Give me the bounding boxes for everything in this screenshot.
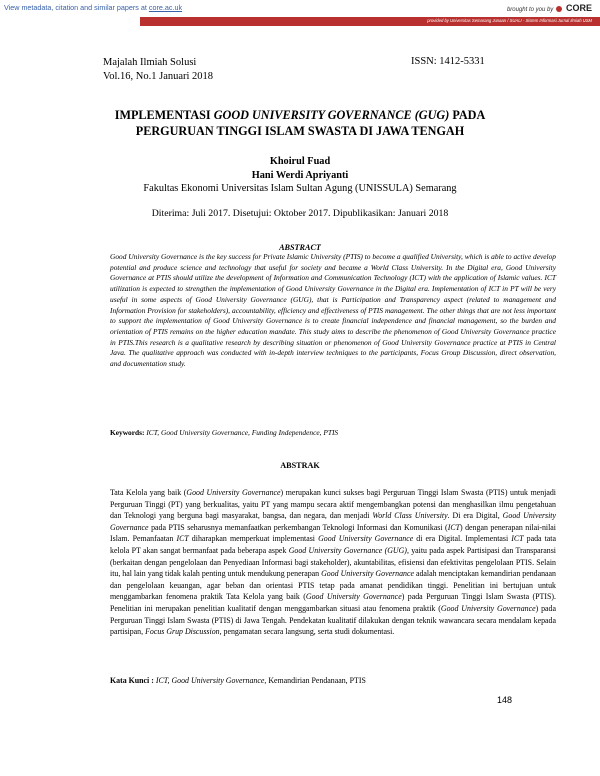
core-banner xyxy=(0,0,600,26)
core-provider-bar xyxy=(140,17,600,26)
core-brought-by[interactable] xyxy=(507,3,592,13)
paper-title xyxy=(70,108,530,139)
affiliation: Fakultas Ekonomi Universitas Islam Sultan Agung (UNISSULA) Semarang xyxy=(143,183,457,194)
title-part-1: IMPLEMENTASI xyxy=(114,108,214,122)
keywords-en-label: Keywords: xyxy=(110,428,145,437)
author-block xyxy=(80,155,520,196)
keywords-en xyxy=(110,428,556,437)
core-provider-text[interactable]: provided by Universitas Semarang Junaan / SUALI - Sistem Informasi Jurnal Ilmiah USM xyxy=(427,18,592,23)
title-line-2: PERGURUAN TINGGI ISLAM SWASTA DI JAWA TENGAH xyxy=(135,123,465,138)
author-2: Hani Werdi Apriyanti xyxy=(251,169,349,181)
keywords-id-rest: , Kemandirian Pendanaan, PTIS xyxy=(264,676,366,685)
journal-name: Majalah Ilmiah Solusi xyxy=(103,57,197,68)
keywords-id xyxy=(110,676,556,685)
title-part-2: PADA xyxy=(449,108,486,122)
abstrak-heading: ABSTRAK xyxy=(280,461,320,470)
keywords-id-italic: ICT, Good University Governance xyxy=(153,676,265,685)
core-link-prefix: View metadata, citation and similar papers at xyxy=(4,3,149,12)
author-1: Khoirul Fuad xyxy=(269,156,331,167)
publication-dates: Diterima: Juli 2017. Disetujui: Oktober 2017. Dipublikasikan: Januari 2018 xyxy=(151,208,449,219)
abstract-text: Good University Governance is the key success for Private Islamic University (PTIS) to become a qualified University, which is able to active develop potential and produce science and technology that useful for society and became a World Class University. In the Digital era, Good University Governance at PTIS should utilize the development of Information and Communication Technology (ICT) with the application of Islamic values. ICT utilization is expected to strengthen the implementation of Good University Governance in the Digital era. Implementation of ICT in PT will be very useful in some aspects of Good University Governance (GUG), that is Participation and Transparency aspect (related to management and Information Provision for stakeholders), accountability, efficiency and effectiveness of PTIS management. The other things that are not less important to support the implementation of Good University Governance is to create financial independence and financial management, so the burden and orientation of PTIS remains on the higher education mandate. This study aims to describe the phenomenon of Good University Governance practice in PTIS.This research is a qualitative research by describing situation or phenomenon of Good University Governance practice at PTIS in Central Java. The qualitative approach was conducted with in-depth interview techniques to the participants, Focus Group Discussion, direct observation, and documentation study. xyxy=(110,252,556,369)
core-metadata-link[interactable] xyxy=(4,3,182,12)
abstract-heading: ABSTRACT xyxy=(279,243,321,252)
journal-info xyxy=(103,56,213,84)
core-logo: CORE xyxy=(565,3,592,13)
page-number: 148 xyxy=(497,695,513,705)
journal-issn: ISSN: 1412-5331 xyxy=(411,56,485,67)
journal-volume: Vol.16, No.1 Januari 2018 xyxy=(103,71,214,82)
core-brought-text: brought to you by xyxy=(506,7,554,13)
title-italic: GOOD UNIVERSITY GOVERNANCE (GUG) xyxy=(213,108,450,122)
keywords-en-list: ICT, Good University Governance, Funding Independence, PTIS xyxy=(144,428,339,437)
core-logo-icon xyxy=(556,6,562,12)
abstrak-text: Tata Kelola yang baik (Good University Governance) merupakan kunci sukses bagi Perguruan Tinggi Islam Swasta (PTIS) untuk menjadi Perguruan Tinggi (PT) yang berkualitas, yaitu PT yang mampu secara aktif mengembangkan potensi dan menghasilkan ilmu pengetahuan dan Teknologi yang berguna bagi masyarakat, bangsa, dan negara, dan menjadi World Class University. Di era Digital, Good University Governance pada PTIS seharusnya memanfaatkan perkembangan Teknologi Informasi dan Komunikasi (ICT) dengan penerapan nilai-nilai Islam. Pemanfaatan ICT diharapkan memperkuat implementasi Good University Governance di era Digital. Implementasi ICT pada tata kelola PT akan sangat bermanfaat pada beberapa aspek Good University Governance (GUG), yaitu pada aspek Partisipasi dan Transparansi (berkaitan dengan pengelolaan dan Penyediaan Informasi bagi stakeholder), akuntabilitas, efisiensi dan efektivitas pengelolaan PTIS. Selain itu, hal lain yang tidak kalah penting untuk mendukung penerapan Good University Governance adalah menciptakan kemandirian pendanaan dan pengelolaan keuangan, agar beban dan orientasi PTIS tetap pada amanat pendidikan tinggi. Penelitian ini bertujuan untuk menggambarkan fenomena praktik Tata Kelola yang baik (Good University Governance) pada Perguruan Tinggi Islam Swasta (PTIS). Penelitian ini merupakan penelitian kualitatif dengan menggambarkan situasi atau fenomena praktik (Good University Governance) pada Perguruan Tinggi Islam Swasta (PTIS) di Jawa Tengah. Pendekatan kualitatif dilakukan dengan teknik wawancara secara mendalam kepada partisipan, Focus Grup Discussion, pengamatan secara langsung, serta studi dokumentasi. xyxy=(110,488,557,637)
core-link-site[interactable]: core.ac.uk xyxy=(148,3,183,12)
keywords-id-label: Kata Kunci : xyxy=(110,676,154,685)
